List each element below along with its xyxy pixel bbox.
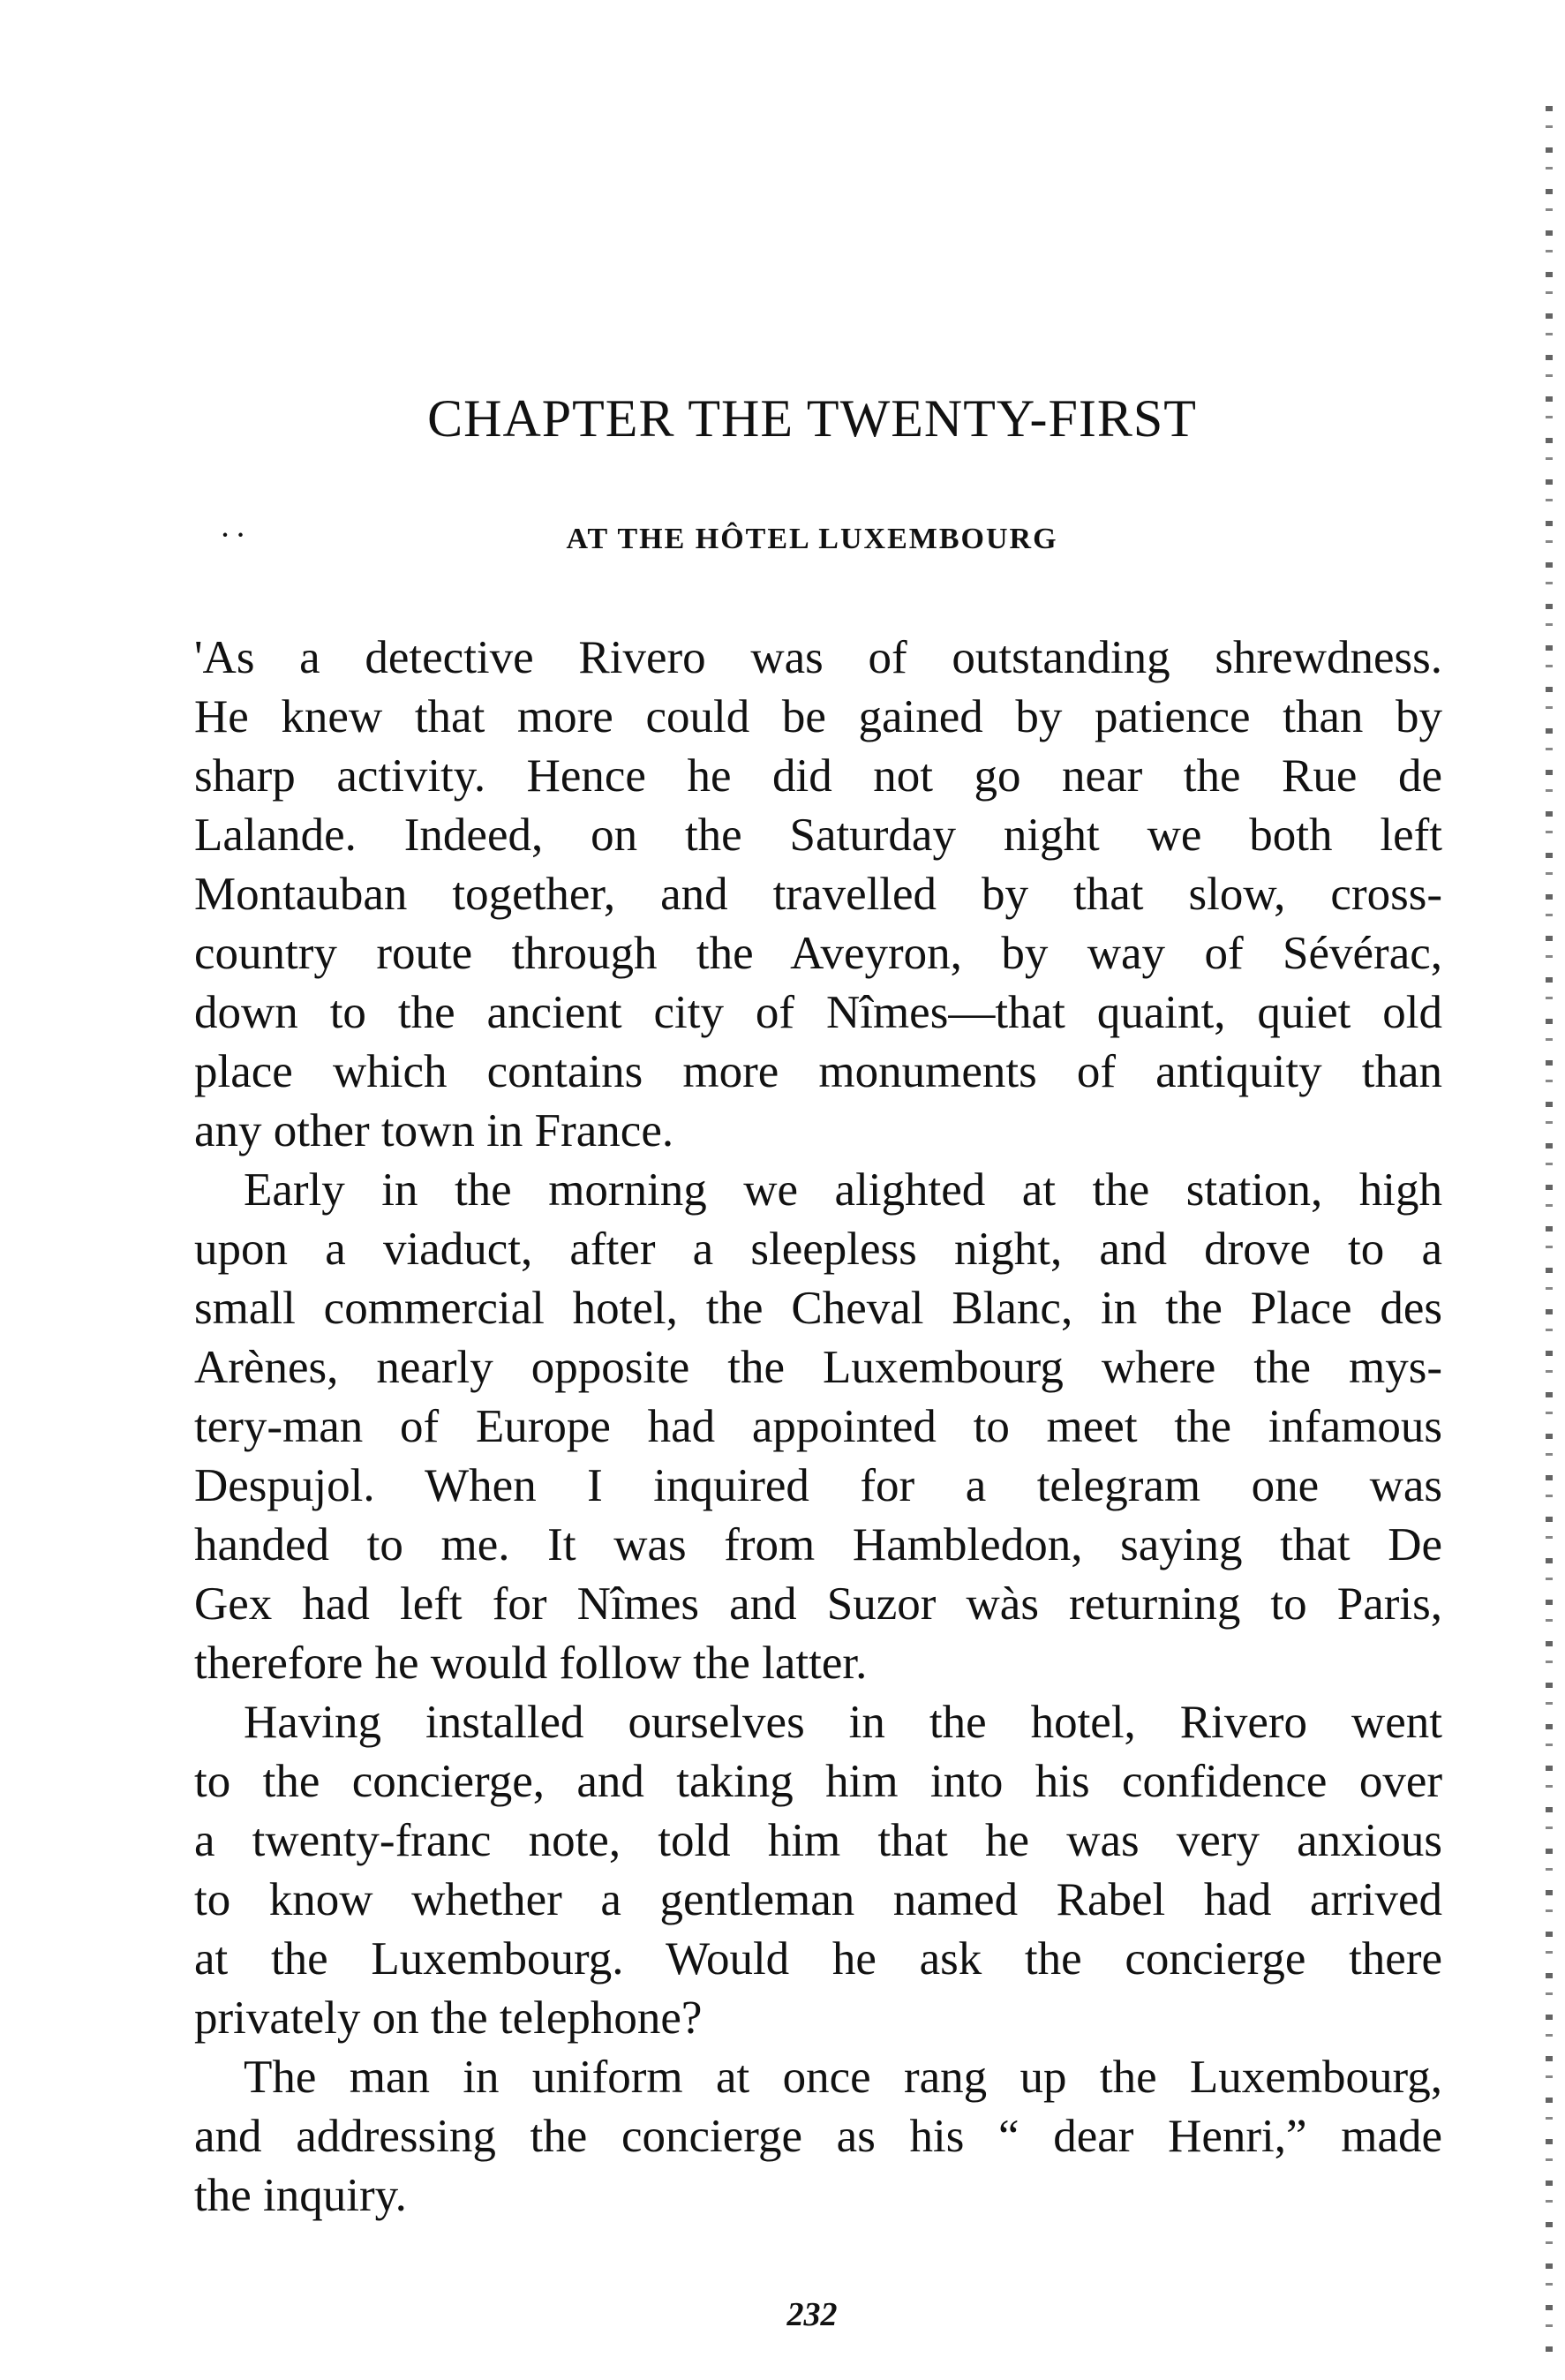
paragraph bbox=[194, 1693, 1442, 2048]
text-line: country route through the Aveyron, by way of Sévérac, bbox=[194, 928, 1442, 979]
scan-edge-noise bbox=[1546, 106, 1553, 2366]
text-line: Having installed ourselves in the hotel, Rivero went bbox=[244, 1697, 1442, 1748]
text-line: Despujol. When I inquired for a telegram one was bbox=[194, 1460, 1442, 1511]
text-line: Lalande. Indeed, on the Saturday night we both left bbox=[194, 810, 1442, 861]
text-line: down to the ancient city of Nîmes—that quaint, quiet old bbox=[194, 987, 1442, 1038]
text-line: and addressing the concierge as his “ dear Henri,” made bbox=[194, 2111, 1442, 2162]
text-line: Early in the morning we alighted at the station, high bbox=[244, 1164, 1442, 1216]
text-line: at the Luxembourg. Would he ask the concierge there bbox=[194, 1933, 1442, 1985]
text-line: privately on the telephone? bbox=[194, 1992, 703, 2044]
text-line: sharp activity. Hence he did not go near the Rue de bbox=[194, 750, 1442, 802]
text-line: He knew that more could be gained by patience than by bbox=[194, 691, 1442, 742]
body-text bbox=[194, 629, 1442, 2226]
text-line: to know whether a gentleman named Rabel had arrived bbox=[194, 1874, 1442, 1925]
scan-speck: ˙ ˙ bbox=[221, 528, 245, 557]
text-line: therefore he would follow the latter. bbox=[194, 1638, 868, 1689]
paragraph bbox=[194, 2048, 1442, 2226]
text-line: place which contains more monuments of antiquity than bbox=[194, 1046, 1442, 1097]
paragraph bbox=[194, 629, 1442, 1161]
text-line: Gex had left for Nîmes and Suzor wàs returning to Paris, bbox=[194, 1578, 1442, 1630]
text-line: Arènes, nearly opposite the Luxembourg where the mys- bbox=[194, 1342, 1442, 1393]
chapter-subtitle: AT THE HÔTEL LUXEMBOURG bbox=[566, 523, 1058, 555]
paragraph bbox=[194, 1161, 1442, 1693]
text-line: Montauban together, and travelled by that slow, cross- bbox=[194, 869, 1442, 920]
text-line: upon a viaduct, after a sleepless night, and drove to a bbox=[194, 1224, 1442, 1275]
chapter-title: CHAPTER THE TWENTY-FIRST bbox=[427, 389, 1197, 448]
page-number: 232 bbox=[786, 2296, 838, 2333]
text-line: The man in uniform at once rang up the Luxembourg, bbox=[244, 2052, 1442, 2103]
text-line: the inquiry. bbox=[194, 2170, 407, 2221]
text-line: handed to me. It was from Hambledon, saying that De bbox=[194, 1519, 1442, 1570]
text-line: small commercial hotel, the Cheval Blanc, in the Place des bbox=[194, 1283, 1442, 1334]
text-line: 'As a detective Rivero was of outstanding shrewdness. bbox=[194, 632, 1442, 683]
text-line: tery-man of Europe had appointed to meet the infamous bbox=[194, 1401, 1442, 1452]
text-line: a twenty-franc note, told him that he was very anxious bbox=[194, 1815, 1442, 1866]
text-line: to the concierge, and taking him into his confidence over bbox=[194, 1756, 1442, 1807]
text-line: any other town in France. bbox=[194, 1105, 674, 1156]
